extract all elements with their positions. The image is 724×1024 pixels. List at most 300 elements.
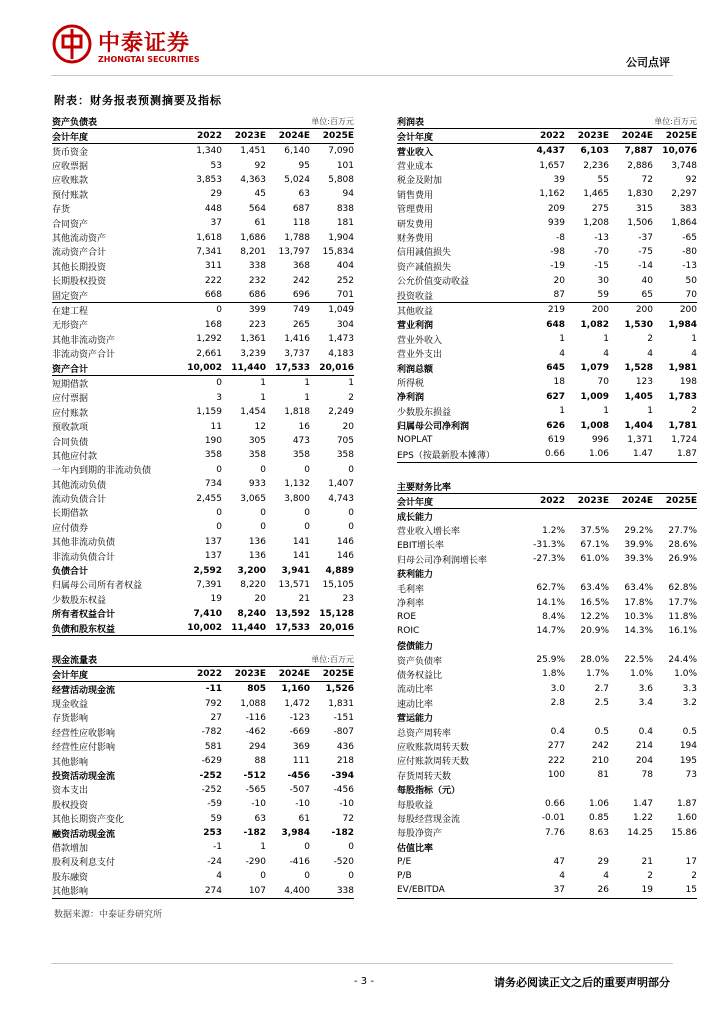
column-header-label: 会计年度 — [397, 132, 434, 143]
row-value: 1,340 — [196, 146, 222, 157]
data-source-note: 数据来源：中泰证券研究所 — [54, 910, 163, 920]
row-value: 627 — [546, 391, 565, 402]
column-header-label: 会计年度 — [52, 132, 89, 143]
row-value: 383 — [679, 203, 697, 214]
table-row — [52, 274, 354, 288]
row-value: 1 — [304, 378, 310, 389]
row-label: 营业利润 — [397, 321, 434, 332]
row-value: 27 — [210, 712, 222, 723]
row-value: 0 — [216, 507, 222, 518]
row-value: -70 — [594, 246, 609, 257]
row-value: 1,049 — [328, 305, 354, 316]
row-value: -394 — [331, 770, 354, 781]
row-value: 214 — [635, 741, 653, 752]
row-value: -65 — [682, 232, 697, 243]
row-value: 8,240 — [237, 608, 266, 619]
row-value: 39 — [553, 174, 565, 185]
row-value: 473 — [292, 436, 310, 446]
row-value: 0.66 — [544, 449, 565, 460]
row-value: 22.5% — [624, 655, 653, 666]
table-row — [52, 361, 354, 375]
row-value: 11,440 — [231, 623, 266, 634]
row-value: 304 — [336, 319, 354, 330]
row-value: 13,592 — [275, 608, 310, 619]
table-row — [52, 812, 354, 826]
table-row — [52, 506, 354, 520]
document-type: 公司点评 — [626, 56, 670, 69]
row-label: 应收账款周转天数 — [397, 742, 470, 753]
row-value: 1,371 — [627, 435, 653, 445]
table-row — [52, 448, 354, 462]
row-value: 67.1% — [580, 539, 609, 550]
row-label: 成长能力 — [397, 512, 434, 523]
table-body — [52, 144, 354, 635]
table-row — [397, 187, 697, 201]
row-label: 其他长期投资 — [52, 262, 107, 273]
row-value: 141 — [292, 551, 310, 562]
row-value: 399 — [248, 305, 266, 316]
row-value: 1.87 — [676, 799, 697, 809]
row-value: 63 — [254, 813, 266, 824]
row-value: 20,016 — [319, 363, 354, 374]
row-value: 10,002 — [187, 363, 222, 374]
row-label: 其他流动资产 — [52, 234, 107, 245]
row-value: 87 — [553, 290, 565, 301]
row-value: 39.3% — [624, 554, 653, 565]
row-value: 37 — [210, 218, 222, 229]
table-row — [52, 158, 354, 172]
row-value: -0.01 — [541, 813, 565, 824]
row-value: 1.47 — [632, 449, 653, 460]
row-value: 2,297 — [671, 189, 697, 200]
row-value: 3,853 — [196, 174, 222, 185]
row-value: -10 — [295, 799, 310, 810]
row-value: 448 — [204, 203, 222, 214]
row-label: 合同负债 — [52, 437, 89, 448]
row-value: 1 — [260, 842, 266, 853]
row-value: 24.4% — [668, 655, 697, 666]
row-label: 估值比率 — [397, 843, 434, 854]
row-value: -15 — [594, 261, 609, 272]
row-value: 17,533 — [275, 363, 310, 374]
row-value: 17.7% — [668, 597, 697, 608]
row-label: 流动比率 — [397, 685, 434, 696]
row-label: 获利能力 — [397, 570, 434, 581]
row-label: 存货周转天数 — [397, 771, 452, 782]
row-value: 0 — [348, 842, 354, 853]
table-row — [397, 346, 697, 360]
column-header-year: 2023E — [577, 131, 609, 141]
row-value: 1 — [348, 378, 354, 389]
row-value: 8.4% — [542, 611, 565, 622]
row-value: 368 — [292, 261, 310, 272]
row-value: 0 — [304, 842, 310, 853]
table-row — [52, 592, 354, 606]
row-value: 19 — [210, 594, 222, 605]
row-label: EPS（按最新股本摊薄） — [397, 450, 495, 461]
row-value: 146 — [336, 536, 354, 547]
row-label: 一年内到期的非流动负债 — [52, 466, 152, 477]
row-value: 252 — [336, 275, 354, 286]
row-value: 53 — [210, 160, 222, 171]
table-row — [52, 477, 354, 491]
row-value: 47 — [553, 856, 565, 867]
row-value: 28.6% — [668, 539, 697, 550]
row-value: -252 — [199, 770, 222, 781]
row-value: 29 — [210, 189, 222, 200]
row-value: 63 — [298, 189, 310, 200]
row-value: 1,788 — [284, 232, 310, 243]
row-value: 95 — [298, 160, 310, 171]
table-row — [397, 797, 697, 811]
row-label: 应付债券 — [52, 523, 89, 534]
row-value: 1,465 — [583, 189, 609, 200]
row-value: 72 — [641, 174, 653, 185]
row-value: 1,407 — [328, 479, 354, 490]
row-value: 294 — [248, 741, 266, 752]
row-value: 436 — [336, 741, 354, 752]
row-value: 61.0% — [580, 554, 609, 565]
row-label: ROE — [397, 611, 417, 622]
row-value: 20 — [553, 275, 565, 286]
row-value: 20 — [254, 594, 266, 605]
row-value: -8 — [556, 232, 565, 243]
row-value: 0 — [260, 522, 266, 533]
row-value: 0 — [260, 464, 266, 475]
row-value: 70 — [685, 290, 697, 301]
row-value: 3,800 — [284, 493, 310, 504]
table-row — [52, 783, 354, 797]
row-value: 0 — [304, 507, 310, 518]
row-value: 4 — [559, 348, 565, 359]
key-ratios-table — [397, 479, 697, 899]
row-value: -462 — [245, 727, 266, 738]
row-value: 1.06 — [588, 449, 609, 460]
table-row — [397, 739, 697, 753]
footer-divider — [51, 963, 673, 964]
row-value: 3,748 — [671, 160, 697, 171]
row-value: 13,797 — [278, 246, 310, 257]
table-row — [52, 549, 354, 563]
table-row — [397, 840, 697, 854]
table-row — [52, 491, 354, 505]
row-value: -456 — [287, 770, 310, 781]
row-value: 29 — [597, 856, 609, 867]
table-row — [52, 202, 354, 216]
brand-name-en: ZHONGTAI SECURITIES — [98, 55, 200, 64]
row-label: 每股收益 — [397, 800, 434, 811]
table-row — [52, 302, 354, 317]
column-header-row — [397, 129, 697, 144]
row-value: 123 — [635, 377, 653, 388]
row-value: 3,200 — [237, 565, 266, 576]
row-value: -116 — [245, 712, 266, 723]
row-value: -629 — [201, 756, 222, 767]
row-value: 705 — [336, 436, 354, 446]
row-value: 3 — [216, 392, 222, 403]
row-value: 10,076 — [662, 146, 697, 157]
table-row — [52, 405, 354, 419]
row-value: 190 — [204, 436, 222, 446]
table-row — [52, 434, 354, 448]
row-value: 3,239 — [240, 348, 266, 359]
row-value: 5,024 — [284, 174, 310, 185]
row-value: 7,341 — [196, 246, 222, 257]
row-value: 72 — [342, 813, 354, 824]
table-body — [397, 509, 697, 898]
row-value: 1,724 — [671, 435, 697, 445]
row-value: -10 — [251, 799, 266, 810]
table-row — [397, 216, 697, 230]
zhongtai-logo-icon — [52, 24, 92, 64]
row-value: -182 — [331, 828, 354, 839]
table-row — [52, 855, 354, 869]
row-value: 63.4% — [580, 583, 609, 594]
table-row — [397, 595, 697, 609]
row-value: 195 — [679, 755, 697, 766]
table-row — [52, 797, 354, 811]
row-value: 0 — [216, 305, 222, 316]
table-row — [397, 869, 697, 883]
column-header-year: 2025E — [665, 131, 697, 141]
row-value: 13,571 — [278, 579, 310, 590]
row-value: 1,781 — [668, 420, 697, 431]
row-label: 公允价值变动收益 — [397, 277, 470, 288]
row-value: 749 — [292, 305, 310, 316]
row-value: 3,984 — [281, 828, 310, 839]
column-header-year: 2023E — [234, 131, 266, 141]
row-value: 1,454 — [240, 407, 266, 418]
column-header-label: 会计年度 — [397, 497, 434, 508]
table-row — [397, 202, 697, 216]
row-value: 1,079 — [580, 363, 609, 374]
row-value: 8,220 — [240, 579, 266, 590]
row-value: 1 — [603, 334, 609, 345]
row-value: 2,661 — [196, 348, 222, 359]
row-value: 16.1% — [668, 626, 697, 637]
row-label: 归母公司净利润增长率 — [397, 555, 488, 566]
row-value: 1,009 — [580, 391, 609, 402]
row-value: 59 — [597, 290, 609, 301]
row-value: -37 — [638, 232, 653, 243]
table-row — [52, 375, 354, 390]
row-value: 7,090 — [328, 146, 354, 157]
row-value: 20,016 — [319, 623, 354, 634]
row-value: 1,818 — [284, 407, 310, 418]
row-value: 358 — [248, 450, 266, 461]
table-row — [397, 610, 697, 624]
row-value: -31.3% — [533, 539, 565, 550]
row-value: 619 — [547, 435, 565, 445]
row-value: 219 — [547, 305, 565, 316]
row-value: 21 — [298, 594, 310, 605]
row-value: 1.7% — [586, 669, 609, 680]
row-value: 1,830 — [627, 189, 653, 200]
row-value: 1,526 — [325, 684, 354, 695]
row-label: P/E — [397, 856, 412, 867]
row-value: 311 — [204, 261, 222, 272]
row-value: 7.76 — [544, 827, 565, 838]
table-row — [397, 768, 697, 782]
row-value: 668 — [204, 290, 222, 301]
row-value: 4,437 — [536, 146, 565, 157]
column-header-year: 2024E — [278, 669, 310, 679]
row-value: 1 — [647, 406, 653, 417]
row-value: -13 — [594, 232, 609, 243]
row-value: 15,105 — [322, 579, 354, 590]
row-value: 59 — [210, 813, 222, 824]
row-label: 资本支出 — [52, 786, 89, 797]
row-value: 146 — [336, 551, 354, 562]
row-value: 1,657 — [539, 160, 565, 171]
row-value: 18 — [553, 377, 565, 388]
row-value: 1,292 — [196, 334, 222, 345]
row-value: -565 — [245, 784, 266, 795]
table-row — [52, 288, 354, 302]
row-value: 1.06 — [588, 799, 609, 809]
row-value: 1,416 — [284, 334, 310, 345]
row-value: -59 — [207, 799, 222, 810]
column-header-row — [52, 129, 354, 144]
row-value: 1 — [559, 334, 565, 345]
row-value: 17,533 — [275, 623, 310, 634]
row-value: 1,082 — [580, 319, 609, 330]
table-row — [52, 696, 354, 710]
row-value: 118 — [292, 218, 310, 229]
row-value: 1,783 — [668, 391, 697, 402]
row-value: 7,391 — [196, 579, 222, 590]
row-value: 4 — [647, 348, 653, 359]
row-label: 归属母公司净利润 — [397, 422, 470, 433]
row-value: 70 — [597, 377, 609, 388]
row-value: 0 — [216, 464, 222, 475]
row-value: -512 — [243, 770, 266, 781]
column-header-year: 2024E — [278, 131, 310, 141]
row-value: 1.2% — [542, 525, 565, 536]
row-label: 投资收益 — [397, 291, 434, 302]
table-row — [52, 318, 354, 332]
row-value: 1,618 — [196, 232, 222, 243]
row-label: ROIC — [397, 626, 420, 637]
row-value: 1 — [603, 406, 609, 417]
cash-flow-table — [52, 652, 354, 899]
row-label: 预收款项 — [52, 423, 89, 434]
row-label: 资产合计 — [52, 364, 89, 375]
table-row — [397, 883, 697, 897]
income-statement-table — [397, 114, 697, 463]
row-label: 净利率 — [397, 599, 425, 610]
table-row — [52, 607, 354, 621]
table-row — [397, 158, 697, 172]
row-label: 营运能力 — [397, 714, 434, 725]
row-label: 信用减值损失 — [397, 248, 452, 259]
row-label: NOPLAT — [397, 435, 433, 445]
row-value: 200 — [635, 305, 653, 316]
row-value: 78 — [641, 770, 653, 781]
row-value: 0 — [260, 507, 266, 518]
row-label: 经营性应收影响 — [52, 728, 116, 739]
row-label: 负债和股东权益 — [52, 624, 116, 635]
row-value: 3,941 — [281, 565, 310, 576]
row-value: 45 — [254, 189, 266, 200]
row-label: 现金收益 — [52, 700, 89, 711]
row-value: 1,159 — [196, 407, 222, 418]
row-value: -80 — [682, 246, 697, 257]
row-value: 232 — [248, 275, 266, 286]
table-title: 资产负债表 — [52, 118, 98, 128]
row-value: 1 — [691, 334, 697, 345]
row-value: 1,405 — [624, 391, 653, 402]
row-label: 固定资产 — [52, 291, 89, 302]
table-title-bar — [397, 114, 697, 129]
row-label: 股权投资 — [52, 800, 89, 811]
row-label: 短期借款 — [52, 379, 89, 390]
row-value: 645 — [546, 363, 565, 374]
row-value: 62.7% — [536, 583, 565, 594]
row-value: 3.2 — [682, 698, 697, 709]
row-value: -11 — [205, 684, 222, 695]
row-value: 0 — [216, 522, 222, 533]
column-header-row — [52, 667, 354, 682]
table-row — [52, 463, 354, 477]
row-label: 长期股权投资 — [52, 277, 107, 288]
row-value: 686 — [248, 290, 266, 301]
row-label: 负债合计 — [52, 567, 89, 578]
row-value: 734 — [204, 479, 222, 490]
row-label: 融资活动现金流 — [52, 829, 116, 840]
row-value: 14.25 — [627, 827, 653, 838]
table-row — [397, 552, 697, 566]
row-value: 81 — [597, 770, 609, 781]
row-value: 253 — [203, 828, 222, 839]
row-value: 2.5 — [594, 698, 609, 709]
table-row — [397, 332, 697, 346]
column-header-year: 2025E — [322, 669, 354, 679]
row-value: 701 — [336, 290, 354, 301]
row-value: 1,686 — [240, 232, 266, 243]
row-value: 2 — [647, 870, 653, 881]
row-value: -669 — [289, 727, 310, 738]
row-value: -151 — [333, 712, 354, 723]
table-row — [397, 144, 697, 158]
row-label: 投资活动现金流 — [52, 772, 116, 783]
row-value: 2,886 — [627, 160, 653, 171]
table-row — [52, 621, 354, 635]
table-row — [397, 624, 697, 638]
row-value: 1,208 — [583, 218, 609, 229]
row-label: 应付票据 — [52, 394, 89, 405]
row-value: 4 — [603, 348, 609, 359]
row-label: 速动比率 — [397, 699, 434, 710]
row-label: 非流动资产合计 — [52, 350, 116, 361]
table-row — [397, 390, 697, 404]
row-value: 1,473 — [328, 334, 354, 345]
row-value: 25.9% — [536, 655, 565, 666]
row-value: 28.0% — [580, 655, 609, 666]
row-value: 1 — [260, 392, 266, 403]
appendix-title: 附表：财务报表预测摘要及指标 — [54, 94, 222, 107]
header-divider — [51, 75, 673, 76]
row-label: 应收票据 — [52, 162, 89, 173]
table-row — [52, 869, 354, 883]
row-label: EV/EBITDA — [397, 885, 445, 896]
row-value: 111 — [292, 756, 310, 767]
row-value: 107 — [248, 885, 266, 896]
row-value: 3.4 — [638, 698, 653, 709]
row-value: 2.7 — [594, 683, 609, 694]
table-title: 现金流量表 — [52, 656, 98, 666]
row-label: 所有者权益合计 — [52, 610, 116, 621]
